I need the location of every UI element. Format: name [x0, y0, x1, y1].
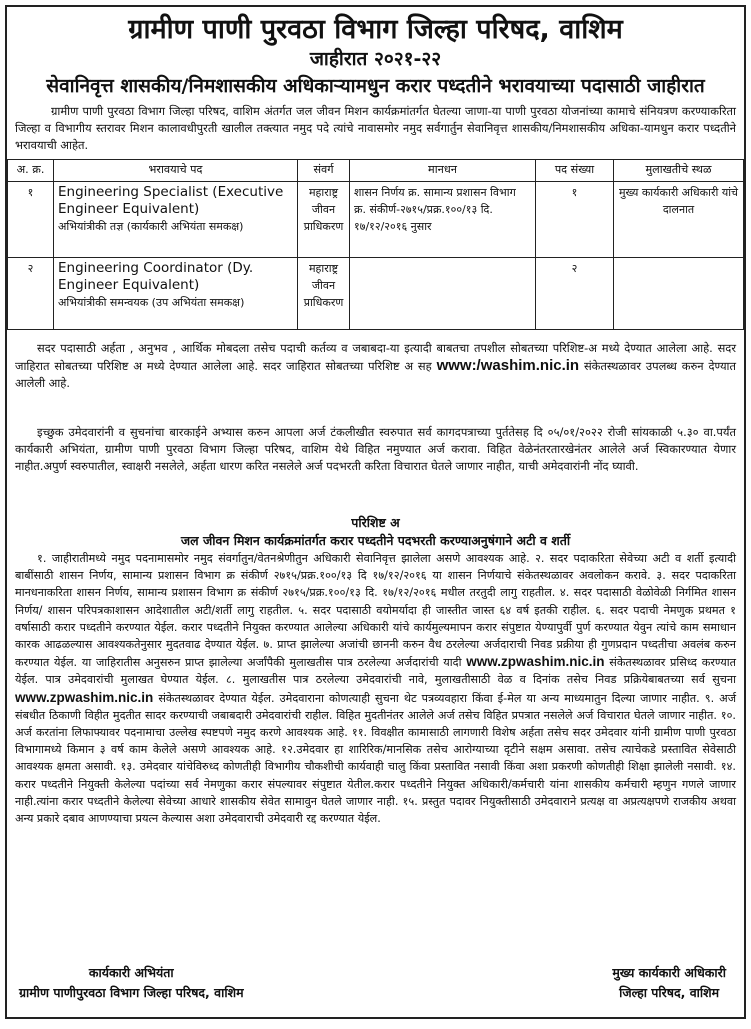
header-count: पद संख्या: [536, 160, 614, 182]
intro-paragraph: ग्रामीण पाणी पुरवठा विभाग जिल्हा परिषद, वाशिम अंतर्गत जल जीवन मिशन कार्यक्रमांतर्गत घेतल्या जाणा-या पाणी पुरवठा योजनांच्या कामाचे संनियत्रण करण्याकरिता जिल्हा व विभागीय स्तरावर मिशन कालावधीपुरती खालील तक्त्यात नमुद पदे त्यांचे नावासमोर नमुद सर्वगार्तुन सेवानिवृत्त शासकीय/निमशासकीय अधिका-यामधुन करार पध्दतीने भरावयाची आहेत.: [15, 104, 736, 152]
advertisement-page: [5, 5, 746, 1019]
signature-ceo: [612, 963, 726, 1003]
signatory-office: ग्रामीण पाणीपुरवठा विभाग जिल्हा परिषद, वाशिम: [19, 985, 244, 1000]
rules-text-2: संकेतस्थळावर प्रसिध्द करण्यात येईल. पात्र उमेदवारांची मुलाखत घेण्यात येईल. ८. मुलाखतीस पात्र ठरलेल्या उमेदवारांची नावे, मुलाखतीसाठी वेळ व दिनांक तसेच निवड प्रक्रियेबाबतच्या सर्व सुचना: [15, 656, 736, 687]
details-text: सदर पदासाठी अर्हता , अनुभव , आर्थिक मोबदला तसेच पदाची कर्तव्य व जबाबदा-या इत्यादी बाबतचा तपशील सोबतच्या परिशिष्ट-अ मध्ये देण्यात आलेला आहे. सदर जाहिरात सोबतच्या परिशिष्ट अ मध्ये देण्यात आलेला आहे. सदर जाहिरात सोबतच्या परिशिष्ट अ सह: [15, 341, 736, 373]
website-link[interactable]: www:/washim.nic.in: [436, 357, 580, 374]
row-post: [54, 258, 298, 330]
post-name-mr: अभियांत्रीकी समन्वयक (उप अभियंता समकक्ष): [58, 296, 245, 309]
notice-number: जाहीरात २०२१-२२: [309, 48, 442, 70]
table-header-row: [8, 160, 744, 182]
posts-table: [7, 159, 744, 330]
row-venue: मुख्य कार्यकारी अधिकारी यांचे दालनात: [614, 182, 744, 258]
website-link[interactable]: www.zpwashim.nic.in: [15, 689, 154, 705]
header-honorarium: मानधन: [350, 160, 536, 182]
row-sr: २: [8, 258, 54, 330]
header-post: भरावयाचे पद: [54, 160, 298, 182]
website-link[interactable]: www.zpwashim.nic.in: [466, 654, 605, 670]
header-venue: मुलाखतीचे स्थळ: [614, 160, 744, 182]
table-row: [8, 258, 744, 330]
header-cadre: संवर्ग: [298, 160, 350, 182]
signatory-title: कार्यकारी अभियंता: [88, 965, 174, 980]
row-cadre: महाराष्ट्र जीवन प्राधिकरण: [298, 182, 350, 258]
row-count: २: [536, 258, 614, 330]
page-title: ग्रामीण पाणी पुरवठा विभाग जिल्हा परिषद, वाशिम: [128, 14, 623, 45]
appendix-subtitle: जल जीवन मिशन कार्यक्रमांतर्गत करार पध्दतीने पदभरती करण्याअनुषंगाने अटी व शर्ती: [180, 533, 571, 548]
instructions-paragraph: इच्छुक उमेदवारांनी व सुचनांचा बारकाईने अभ्यास करुन आपला अर्ज टंकलीखीत स्वरुपात सर्व कागदपत्राच्या पुर्ततेसह दि ०५/०१/२०२२ रोजी सांयकाळी ५.३० वा.पर्यंत कार्यकारी अभियंता, ग्रामीण पाणी पुरवठा विभाग जिल्हा परिषद, वाशिम येथे विहित नमुण्यात अर्ज करावा. विहित वेळेनंतरतारखेनंतर आलेले अर्ज स्विकारण्यात येणार नाहीत.अपुर्ण स्वरुपातील, स्वाक्षरी नसलेले, अर्हता धारण करित नसलेले अर्ज पदभरती करिता विचारात घेतले जाणार नाहीत, याची अमेदवारांनी नोंद घ्यावी.: [15, 425, 736, 473]
row-honorarium: शासन निर्णय क्र. सामान्य प्रशासन विभाग क्र. संकीर्ण-२७१५/प्रक्र.१००/१३ दि. १७/१२/२०१६ नुसार: [350, 182, 536, 258]
row-venue: [614, 258, 744, 330]
row-cadre: महाराष्ट्र जीवन प्राधिकरण: [298, 258, 350, 330]
notice-headline: सेवानिवृत्त शासकीय/निमशासकीय अधिकाऱ्यामधुन करार पध्दतीने भरावयाच्या पदासाठी जाहीरात: [46, 75, 705, 97]
post-name-mr: अभियांत्रीकी तज्ञ (कार्यकारी अभियंता समकक्ष): [58, 220, 244, 233]
signatory-title: मुख्य कार्यकारी अधिकारी: [612, 965, 726, 980]
row-count: १: [536, 182, 614, 258]
row-post: [54, 182, 298, 258]
header-sr: अ. क्र.: [8, 160, 54, 182]
row-honorarium: [350, 258, 536, 330]
details-paragraph: [7, 340, 744, 408]
appendix-title: परिशिष्ट अ: [351, 515, 400, 530]
post-name-en: Engineering Specialist (Executive Engineer Equivalent): [58, 184, 284, 217]
rules-text-1: १. जाहीरातीमध्ये नमुद पदनामासमोर नमुद संवर्गातुन/वेतनश्रेणीतुन अधिकारी सेवानिवृत्त झालेला असणे आवश्यक आहे. २. सदर पदाकरिता सेवेच्या अटी व शर्ती इत्यादी बाबींसाठी शासन निर्णय, सामान्य प्रशासन विभाग क्र संकीर्ण २७१५/प्रक्र.१००/१३ दि १७/१२/२०१६ या शासन निर्णयाचे संकेतस्थळावर अवलोकन करावे. ३. सदर पदाकरिता मानधनाकरिता शासन निर्णय, सामान्य प्रशासन विभाग क्र संकीर्ण २७१५/प्रक्र.१००/१३ दि. १७/१२/२०१६ मधील तरतुदी लागु राहतील. ४. सदर पदासाठी वेळोवेळी निर्गमित शासन निर्णय/ शासन परिपत्रकाशासन आदेशातील अटी/शर्ती लागु राहतील. ५. सदर पदासाठी वयोमर्यादा ही जास्तीत जास्त ६४ वर्ष इतकी राहील. ६. सदर पदाची नेमणुक प्रथमत १ वर्षासाठी करार पध्दतीने करण्यात येईल. करार पध्दतीने नियुक्त करण्यात आलेल्या अधिकारी यांचे कार्यमुल्यमापन करार संपुष्टात येण्यापुर्वी पुर्ण करण्यात येवुन त्यांचे काम समाधान कारक आढळल्यास आवश्यकतेनुसार मुदतवाढ देण्यात येईल. ७. प्राप्त झालेल्या अजांची छाननी करुन वैध ठरलेल्या अर्जदाराची निवड प्रक्रीया ही गुणप्रदान पध्दतीचा अवलंब करुन करण्यात येईल. या जाहिरातीस अनुसरुन प्राप्त झालेल्या अर्जांपैकी मुलाखतीस पात्र ठरलेल्या अर्जदारांची यादी: [15, 552, 736, 670]
terms-and-conditions: [7, 550, 744, 928]
details-text-after: संकेतस्थळावर उपलब्ध करुन देण्यात आलेली आहे.: [15, 359, 736, 390]
table-row: [8, 182, 744, 258]
row-sr: १: [8, 182, 54, 258]
post-name-en: Engineering Coordinator (Dy. Engineer Equivalent): [58, 260, 254, 293]
signature-executive-engineer: [19, 963, 244, 1003]
signatory-office: जिल्हा परिषद, वाशिम: [619, 985, 720, 1000]
rules-text-3: संकेतस्थळावर देण्यात येईल. उमेदवाराना कोणत्याही सुचना थेट पत्रव्यवहारा किंवा ई-मेल या अन्य माध्यमातुन दिल्या जाणार नाहीत. ९. अर्ज संबधीत ठिकाणी विहीत मुदतीत सादर करण्याची जबाबदारी उमेदवारांची राहील. विहित मुदतीनंतर आलेले अर्ज तसेच विहित प्रपत्रात नसलेले अर्ज विचारात घेतले जाणार नाहीत. १०. अर्ज करतांना लिफाफ्यावर पदनामाचा उल्लेख स्पष्टपणे नमुद करणे आवश्यक आहे. ११. विवक्षीत कामासाठी लागणारी विशेष अर्हता तसेच सदर उमेदवार यांनी ग्रामीण पाणी पुरवठा विभागामध्ये किमान ३ वर्ष काम केलेले असणे आवश्यक आहे. १२.उमेदवार हा शारिरिक/मानसिक तसेच आरोग्याच्या दृटीने सक्षम असावा. तसेच त्याचेकडे प्रस्तावित सेवेसाठी आवश्यक क्षमता असावी. १३. उमेदवार यांचेविरुध्द कोणतीही विभागीय चौकशीची कार्यवाही चालु किंवा प्रस्तावित नसावी किंवा अशा प्रकरणी कोणतीही शिक्षा झालेली नसावी. १४. करार पध्दतीने नियुक्ती केलेल्या पदांच्या सर्व नेमणुका करार संपल्यावर संपुष्टात येतील.करार पध्दतीने नियुक्त अधिकारी/कर्मचारी यांना शासकीय कर्मचारी म्हणुन गणले जाणार नाही.त्यांना करार पध्दतीने केलेल्या सेवेच्या आधारे शासकीय सेवेत सामावुन घेतले जाणार नाही. १५. प्रस्तुत पदावर नियुक्तीसाठी उमेदवाराने प्रत्यक्ष वा अप्रत्यक्षपणे राजकीय अथवा अन्य प्रकारे दबाव आणण्याचा प्रयत्न केल्यास अशा उमेदवाराची उमेदवारी रद्द करण्यात येईल.: [15, 691, 736, 826]
